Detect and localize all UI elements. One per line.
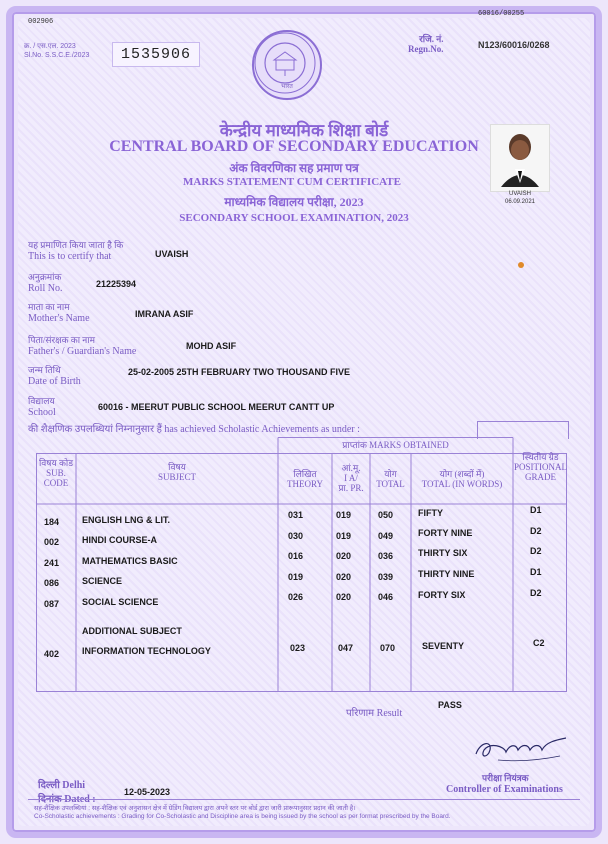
row-ia: 020: [336, 551, 352, 561]
controller-title-en: Controller of Examinations: [446, 784, 563, 795]
place-label-hi: दिल्ली: [38, 780, 60, 791]
dated-label-en: Dated :: [64, 794, 96, 805]
mother-name: IMRANA ASIF: [135, 309, 194, 319]
ink-spot: [518, 262, 524, 268]
th-ia-en1: I A/: [344, 473, 358, 483]
statement-title-en: MARKS STATEMENT CUM CERTIFICATE: [183, 176, 401, 188]
row-grade: D1: [530, 505, 542, 515]
th-theory: [278, 469, 332, 489]
row-theory: 023: [290, 643, 306, 653]
serial-number-block: [24, 42, 89, 60]
row-code: 402: [44, 649, 60, 659]
row-code: 086: [44, 578, 60, 588]
place-label-en: Delhi: [62, 780, 86, 791]
place-label: [38, 777, 85, 791]
row-total: 046: [378, 592, 394, 602]
serial-number-hi: क्र. / एस.एल. 2023: [24, 43, 76, 50]
th-words-hi: योग (शब्दों में): [439, 469, 485, 479]
row-total: 050: [378, 510, 394, 520]
row-ia: 020: [336, 572, 352, 582]
row-code: 241: [44, 558, 60, 568]
row-words: SEVENTY: [422, 641, 465, 651]
row-words: THIRTY NINE: [418, 569, 475, 579]
th-total-en: TOTAL: [376, 479, 405, 489]
mother-label-en: Mother's Name: [28, 313, 90, 324]
row-subject: HINDI COURSE-A: [82, 535, 158, 545]
issue-date: 12-05-2023: [124, 787, 171, 797]
statement-title-hi: अंक विवरणिका सह प्रमाण पत्र: [229, 161, 359, 175]
serial-number-en: Sl.No. S.S.C.E./2023: [24, 52, 90, 59]
result-label: [346, 705, 402, 719]
additional-subject-label: ADDITIONAL SUBJECT: [82, 626, 182, 636]
roll-label-hi: अनुक्रमांक: [28, 272, 62, 282]
result-value: PASS: [438, 700, 462, 710]
th-code-en1: SUB.: [46, 468, 66, 478]
exam-title-en: SECONDARY SCHOOL EXAMINATION, 2023: [179, 212, 409, 224]
achievement-line-en: has achieved Scholastic Achievements as under :: [164, 424, 360, 435]
row-code: 002: [44, 537, 60, 547]
th-subject-hi: विषय: [168, 462, 186, 472]
father-label-en: Father's / Guardian's Name: [28, 346, 137, 357]
father-name: MOHD ASIF: [186, 341, 237, 351]
row-words: FORTY NINE: [418, 528, 473, 538]
th-total: [370, 469, 411, 489]
achievement-line-hi: की शैक्षणिक उपलब्धियां निम्नानुसार हैं: [28, 424, 162, 435]
row-grade: D2: [530, 526, 542, 536]
dated-label-hi: दिनांक: [38, 794, 62, 805]
logo-caption: भारत: [281, 84, 293, 90]
row-theory: 016: [288, 551, 304, 561]
candidate-photo: [490, 124, 550, 205]
photo-caption-date: 06.09.2021: [504, 199, 536, 205]
th-words-en: TOTAL (IN WORDS): [421, 479, 503, 489]
row-ia: 020: [336, 592, 352, 602]
row-ia: 019: [336, 531, 352, 541]
th-subject-en: SUBJECT: [157, 472, 196, 482]
regn-label-hi: रजि. नं.: [419, 34, 444, 44]
row-theory: 026: [288, 592, 304, 602]
photo-caption-name: UVAISH: [509, 191, 531, 197]
school-name: 60016 - MEERUT PUBLIC SCHOOL MEERUT CANTT UP: [98, 402, 335, 412]
regn-label: [408, 34, 444, 54]
row-total: 039: [378, 572, 394, 582]
row-total: 070: [380, 643, 396, 653]
row-grade: D2: [530, 588, 542, 598]
row-total: 049: [378, 531, 394, 541]
dob-label-hi: जन्म तिथि: [28, 365, 61, 375]
row-words: FIFTY: [418, 508, 443, 518]
controller-signature: [470, 732, 580, 766]
row-theory: 019: [288, 572, 304, 582]
th-theory-hi: लिखित: [293, 469, 317, 479]
th-code-en2: CODE: [43, 478, 69, 488]
row-words: FORTY SIX: [418, 590, 466, 600]
th-grade-en1: POSITIONAL: [514, 462, 567, 472]
row-grade: C2: [533, 638, 545, 648]
regn-label-en: Regn.No.: [408, 44, 444, 54]
controller-title-hi: परीक्षा नियंत्रक: [482, 773, 529, 783]
corner-code-right: 60016/00255: [478, 10, 525, 18]
row-ia: 019: [336, 510, 352, 520]
father-label-hi: पिता/संरक्षक का नाम: [28, 335, 95, 345]
row-ia: 047: [338, 643, 354, 653]
th-ia: [332, 463, 370, 493]
roll-number: 21225394: [96, 279, 137, 289]
board-title-en: CENTRAL BOARD OF SECONDARY EDUCATION: [109, 138, 479, 155]
th-ia-en2: प्रा. PR.: [338, 483, 364, 493]
th-grade: [513, 452, 568, 482]
mother-label-hi: माता का नाम: [28, 302, 70, 312]
dob-label-en: Date of Birth: [28, 376, 81, 387]
th-grade-hi: स्थितीय ग्रेड: [522, 452, 559, 462]
row-subject: MATHEMATICS BASIC: [82, 556, 178, 566]
corner-code-left: 002906: [28, 18, 54, 26]
roll-label-en: Roll No.: [28, 283, 63, 294]
achievement-line: [28, 421, 360, 435]
row-theory: 031: [288, 510, 304, 520]
certificate-number: 1535906: [112, 42, 200, 67]
row-total: 036: [378, 551, 394, 561]
th-marks-hi: प्राप्तांक: [342, 440, 367, 450]
result-label-en: Result: [376, 708, 403, 719]
th-theory-en: THEORY: [287, 479, 323, 489]
cbse-logo-icon: [252, 30, 322, 100]
th-code-hi: विषय कोड: [38, 458, 74, 468]
row-grade: D1: [530, 567, 542, 577]
school-label-en: School: [28, 407, 56, 418]
th-marks-en: MARKS OBTAINED: [369, 440, 449, 450]
row-subject: ENGLISH LNG & LIT.: [82, 515, 171, 525]
th-total-hi: योग: [384, 469, 397, 479]
row-code: 087: [44, 599, 60, 609]
certify-label-en: This is to certify that: [28, 251, 112, 262]
row-theory: 030: [288, 531, 304, 541]
certify-label-hi: यह प्रमाणित किया जाता है कि: [28, 240, 124, 250]
th-grade-en2: GRADE: [525, 472, 556, 482]
row-subject: SOCIAL SCIENCE: [82, 597, 159, 607]
co-scholastic-note-en: Co-Scholastic achievements : Grading for Co-Scholastic and Discipline area is being issued by the school as per format prescribed by the Board.: [34, 813, 451, 820]
regn-number: N123/60016/0268: [478, 40, 550, 50]
candidate-name: UVAISH: [155, 249, 189, 259]
th-code: [36, 458, 76, 488]
th-total-words: [411, 469, 513, 489]
board-title-hi: केन्द्रीय माध्यमिक शिक्षा बोर्ड: [219, 121, 389, 140]
th-ia-hi: आं.मू.: [341, 463, 361, 473]
co-scholastic-note-hi: सह-शैक्षिक उपलब्धियां : सह-शैक्षिक एवं अनुशासन क्षेत्र में ग्रेडिंग विद्यालय द्वारा अपने स्तर पर बोर्ड द्वारा जारी प्रारूपानुसार प्रदान की जाती है।: [34, 805, 356, 812]
exam-title-hi: माध्यमिक विद्यालय परीक्षा, 2023: [224, 195, 364, 209]
row-subject: INFORMATION TECHNOLOGY: [82, 646, 211, 656]
row-subject: SCIENCE: [82, 576, 123, 586]
footer-divider: [28, 799, 580, 800]
grade-header-box: [477, 421, 569, 439]
school-label-hi: विद्यालय: [28, 396, 55, 406]
th-marks-obtained: [278, 440, 513, 450]
row-words: THIRTY SIX: [418, 548, 468, 558]
th-subject: [76, 462, 278, 482]
result-label-hi: परिणाम: [346, 708, 375, 719]
row-code: 184: [44, 517, 60, 527]
row-grade: D2: [530, 546, 542, 556]
date-of-birth: 25-02-2005 25TH FEBRUARY TWO THOUSAND FIVE: [128, 367, 351, 377]
